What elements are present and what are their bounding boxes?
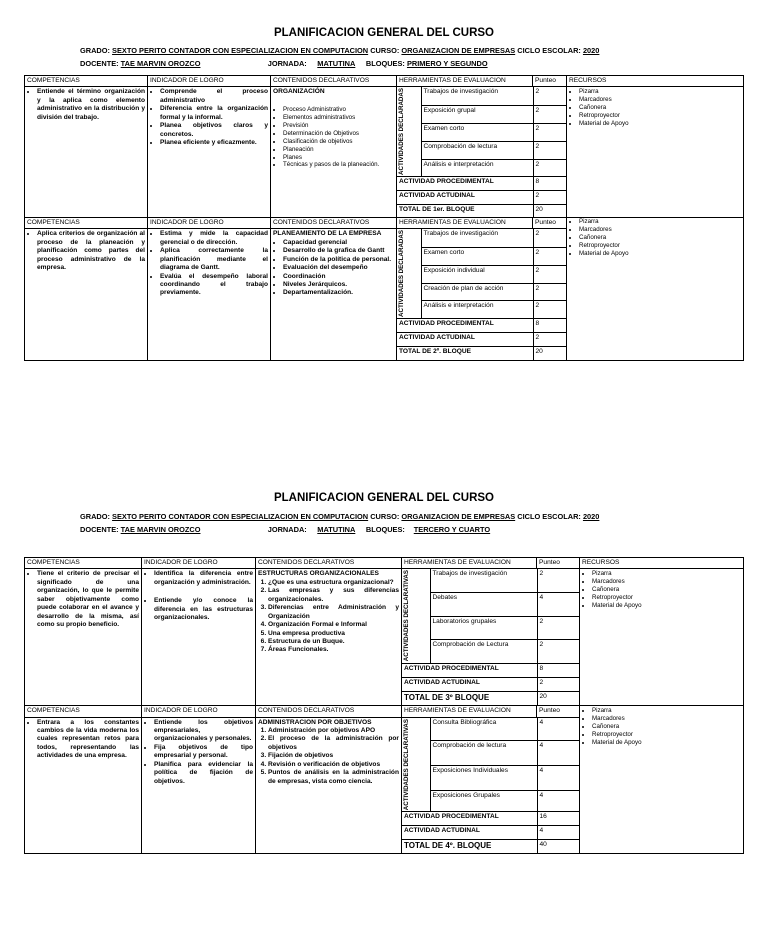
page-title: PLANIFICACION GENERAL DEL CURSO (273, 27, 494, 39)
contenidos-cell: ADMINISTRACION POR OBJETIVOS 1. Administración por objetivos APO 2. El proceso de la administración por objetivos 3. Fijación de objetivos 4. Revisión o verificación de objetivos 5. Puntos de análisis en la administración de empresas, vista como ciencia. (256, 717, 402, 854)
contenidos-cell: ORGANIZACIÓN • Proceso Administrativo • Elementos administrativos • Previsión • Determinación de Objetivos • Clasificación de objetivos • Planeación • Planes • Técnicas y pasos de la planeación. (271, 87, 397, 217)
evaluation-cell: ACTIVIDADES DECLARATIVAS Trabajos de investigación 2 Debates 4 Laboratorios grupales 2 Comprobación de Lectura 2 ACTIVIDAD PROCEDIMENTAL 8 ACTIVIDAD ACTUDINAL 2 TOTAL DE 3º BLOQUE 20 (402, 569, 580, 706)
indicador-cell: • Entiende los objetivos empresariales, organizacionales y personales. • Fija objetivos de tipo empresarial y personal. • Planifica para evidenciar la política de fijación de objetivos. (142, 717, 256, 854)
evaluation-cell: ACTIVIDADES DECLARADAS Trabajos de investigación 2 Exposición grupal 2 Examen corto 2 Comprobación de lectura 2 Análisis e interpretación 2 ACTIVIDAD PROCEDIMENTAL 8 ACTIVIDAD ACTUDINAL 2 TOTAL DE 1er. BLOQUE 20 (397, 87, 567, 217)
header-punteo: Punteo (533, 76, 567, 87)
competencia-cell: • Tiene el criterio de precisar el significado de una organización, lo que le permite saber objetivamente como puede colaborar en el avance y desarrollo de la misma, así como su propio beneficio. (25, 569, 142, 706)
contenidos-cell: PLANEAMIENTO DE LA EMPRESA • Capacidad gerencial • Desarrollo de la grafica de Gantt • Función de la política de personal. • Evaluación del desempeño • Coordinación • Niveles Jerárquicos. • Departamentalización. (271, 229, 397, 360)
indicador-cell: • Comprende el proceso administrativo • Diferencia entre la organización formal y la informal. • Planea objetivos claros y concretos. • Planea eficiente y eficazmente. (148, 87, 271, 217)
header-contenidos: CONTENIDOS DECLARATIVOS (271, 76, 397, 87)
header-line-docente: DOCENTE: TAE MARVIN OROZCO JORNADA: MATUTINA BLOQUES: PRIMERO Y SEGUNDO (80, 59, 488, 68)
recursos-cell: • Pizarra • Marcadores • Cañonera • Retroproyector • Material de Apoyo (567, 217, 744, 360)
actividades-label: ACTIVIDADES DECLARADAS (398, 88, 405, 176)
page-title: PLANIFICACION GENERAL DEL CURSO (273, 492, 494, 504)
actividades-label: ACTIVIDADES DECLARADAS (398, 230, 405, 318)
table-row (25, 87, 744, 217)
evaluation-cell: ACTIVIDADES DECLARADAS Trabajos de investigación 2 Examen corto 2 Exposición individual 2 Creación de plan de acción 2 Análisis e interpretación 2 ACTIVIDAD PROCEDIMENTAL 8 ACTIVIDAD ACTUDINAL 2 TOTAL DE 2º. BLOQUE 20 (397, 229, 567, 360)
header-indicador: INDICADOR DE LOGRO (148, 76, 271, 87)
header-recursos: RECURSOS (567, 76, 744, 87)
recursos-cell: • Pizarra • Marcadores • Cañonera • Retroproyector • Material de Apoyo (580, 569, 744, 706)
actividades-label: ACTIVIDADES DECLARATIVAS (403, 570, 410, 662)
header-line-grado: GRADO: SEXTO PERITO CONTADOR CON ESPECIALIZACION EN COMPUTACION CURSO: ORGANIZACION DE EMPRESAS CICLO ESCOLAR: 2020 (80, 46, 600, 55)
header-line-docente: DOCENTE: TAE MARVIN OROZCO JORNADA: MATUTINA BLOQUES: TERCERO Y CUARTO (80, 525, 491, 534)
actividades-label: ACTIVIDADES DECLARATIVAS (403, 718, 410, 810)
table-row (25, 569, 744, 706)
evaluation-cell: ACTIVIDADES DECLARATIVAS Consulta Bibliográfica 4 Comprobación de lectura 4 Exposiciones Individuales 4 Exposiciones Grupales 4 ACTIVIDAD PROCEDIMENTAL 16 ACTIVIDAD ACTUDINAL 4 TOTAL DE 4º. BLOQUE 40 (402, 717, 580, 854)
competencia-cell: • Entiende el término organización y la aplica como elemento administrativo en la distribución y división del trabajo. (25, 87, 148, 217)
recursos-cell: • Pizarra • Marcadores • Cañonera • Retroproyector • Material de Apoyo (580, 706, 744, 854)
contenidos-cell: ESTRUCTURAS ORGANIZACIONALES 1. ¿Que es una estructura organizacional? 2. Las empresas y sus diferencias organizacionales. 3. Diferencias entre Administración y Organización 4. Organización Formal e Informal 5. Una empresa productiva 6. Estructura de un Buque. 7. Áreas Funcionales. (256, 569, 402, 706)
header-competencias: COMPETENCIAS (25, 76, 148, 87)
competencia-cell: • Aplica criterios de organización al proceso de la planeación y planificación como partes del proceso administrativo de la empresa. (25, 229, 148, 360)
header-herramientas: HERRAMIENTAS DE EVALUACION (397, 76, 533, 87)
indicador-cell: • Identifica la diferencia entre organización y administración. • Entiende y/o conoce la diferencia en las estructuras organizacionales. (142, 569, 256, 706)
recursos-cell: • Pizarra • Marcadores • Cañonera • Retroproyector • Material de Apoyo (567, 87, 744, 217)
header-line-grado: GRADO: SEXTO PERITO CONTADOR CON ESPECIALIZACION EN COMPUTACION CURSO: ORGANIZACION DE EMPRESAS CICLO ESCOLAR: 2020 (80, 512, 600, 521)
competencia-cell: • Entrara a los constantes cambios de la vida moderna los cuales representan retos para todos, representando las actividades de una empresa. (25, 717, 142, 854)
planning-table: COMPETENCIAS INDICADOR DE LOGRO CONTENIDOS DECLARATIVOS HERRAMIENTAS DE EVALUACION Punteo RECURSOS • Tiene el criterio de precisar el significado de una organización, lo que le permite saber objetivamente como puede colaborar en el avance y desarrollo de la misma, así como su propio beneficio. • Identifica la diferencia entre organización y administración. • Entiende y/o conoce la diferencia en las estructuras organizacionales. ESTRUCTURAS ORGANIZACIONALES 1. ¿Que es una estructura organizacional? 2. Las empresas y sus diferencias organizacionales. 3. Diferencias entre Administración y Organización 4. Organización Formal e Informal 5. Una empresa productiva 6. Estructura de un Buque. 7. Áreas Funcionales. ACTIVIDADES DECLARATIVAS Trabajos de investigación 2 Debates 4 Laboratorios grupales 2 Comprobación de Lectura 2 ACTIVIDAD PROCEDIMENTAL 8 ACTIVIDAD ACTUDINAL 2 TOTAL DE 3º BLOQUE 20 • Pizarra • Marcadores • Cañonera • Retroproyector • Material de Apoyo COMPETENCIAS INDICADOR DE LOGRO CONTENIDOS DECLARATIVOS HERRAMIENTAS DE EVALUACION Punteo • Pizarra • Marcadores • Cañonera • Retroproyector • Material de Apoyo • Entrara a los constantes cambios de la vida moderna los cuales representan retos para todos, representando las actividades de una empresa. • Entiende los objetivos empresariales, organizacionales y personales. • Fija objetivos de tipo empresarial y personal. • Planifica para evidenciar la política de fijación de objetivos. ADMINISTRACION POR OBJETIVOS 1. Administración por objetivos APO 2. El proceso de la administración por objetivos 3. Fijación de objetivos 4. Revisión o verificación de objetivos 5. Puntos de análisis en la administración de empresas, vista como ciencia. ACTIVIDADES DECLARATIVAS Consulta Bibliográfica 4 Comprobación de lectura 4 Exposiciones Individuales 4 Exposiciones Grupales 4 ACTIVIDAD PROCEDIMENTAL 16 ACTIVIDAD ACTUDINAL 4 TOTAL DE 4º. BLOQUE 40 (24, 557, 744, 854)
indicador-cell: • Estima y mide la capacidad gerencial o de dirección. • Aplica correctamente la planificación mediante el diagrama de Gantt. • Evalúa el desempeño laboral coordinando el trabajo previamente. (148, 229, 271, 360)
planning-table: COMPETENCIAS INDICADOR DE LOGRO CONTENIDOS DECLARATIVOS HERRAMIENTAS DE EVALUACION Punteo RECURSOS • Entiende el término organización y la aplica como elemento administrativo en la distribución y división del trabajo. • Comprende el proceso administrativo • Diferencia entre la organización formal y la informal. • Planea objetivos claros y concretos. • Planea eficiente y eficazmente. ORGANIZACIÓN • Proceso Administrativo • Elementos administrativos • Previsión • Determinación de Objetivos • Clasificación de objetivos • Planeación • Planes • Técnicas y pasos de la planeación. ACTIVIDADES DECLARADAS Trabajos de investigación 2 Exposición grupal 2 Examen corto 2 Comprobación de lectura 2 Análisis e interpretación 2 ACTIVIDAD PROCEDIMENTAL 8 ACTIVIDAD ACTUDINAL 2 TOTAL DE 1er. BLOQUE 20 • Pizarra • Marcadores • Cañonera • Retroproyector • Material de Apoyo COMPETENCIAS INDICADOR DE LOGRO CONTENIDOS DECLARATIVOS HERRAMIENTAS DE EVALUACION Punteo • Pizarra • Marcadores • Cañonera • Retroproyector • Material de Apoyo • Aplica criterios de organización al proceso de la planeación y planificación como partes del proceso administrativo de la empresa. • Estima y mide la capacidad gerencial o de dirección. • Aplica correctamente la planificación mediante el diagrama de Gantt. • Evalúa el desempeño laboral coordinando el trabajo previamente. PLANEAMIENTO DE LA EMPRESA • Capacidad gerencial • Desarrollo de la grafica de Gantt • Función de la política de personal. • Evaluación del desempeño • Coordinación • Niveles Jerárquicos. • Departamentalización. ACTIVIDADES DECLARADAS Trabajos de investigación 2 Examen corto 2 Exposición individual 2 Creación de plan de acción 2 Análisis e interpretación 2 ACTIVIDAD PROCEDIMENTAL 8 ACTIVIDAD ACTUDINAL 2 TOTAL DE 2º. BLOQUE 20 (24, 75, 744, 361)
